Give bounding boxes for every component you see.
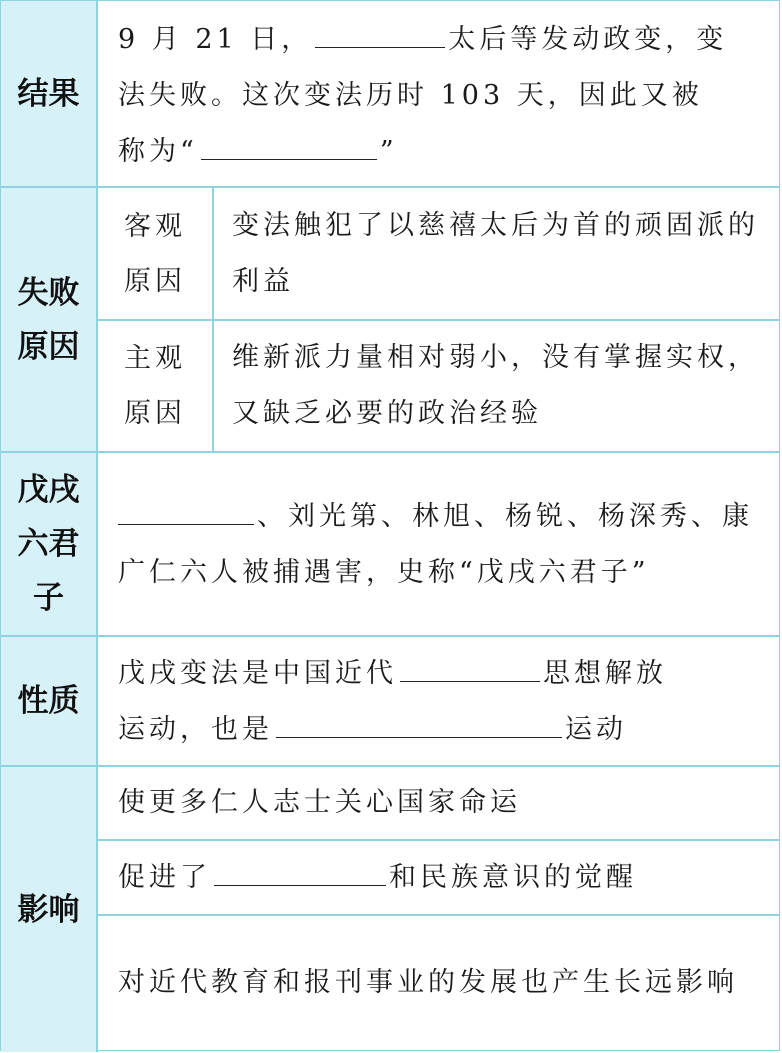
row-influence	[1, 767, 779, 1052]
label-failure-reasons: 失败 原因	[1, 188, 98, 451]
objective-label: 客观 原因	[98, 188, 214, 319]
label-nature: 性质	[1, 637, 98, 765]
influence-content	[98, 767, 779, 1052]
result-content	[98, 1, 779, 186]
influence-item-3: 对近代教育和报刊事业的发展也产生长远影响	[118, 967, 738, 998]
result-line-1: 9 月 21 日， 太后等发动政变，变	[118, 12, 765, 68]
failure-content	[98, 188, 779, 451]
answer-blank[interactable]	[214, 855, 386, 886]
result-line-3: 称为“ ”	[118, 124, 765, 180]
row-result	[1, 1, 779, 188]
objective-text: 变法触犯了以慈禧太后为首的顽固派的利益	[232, 209, 759, 297]
answer-blank[interactable]	[276, 707, 562, 738]
row-nature	[1, 637, 779, 767]
subjective-label: 主观 原因	[98, 321, 214, 451]
influence-item-1: 使更多仁人志士关心国家命运	[98, 767, 779, 841]
influence-item-2: 促进了 和民族意识的觉醒	[98, 841, 779, 916]
nature-line-2: 运动，也是 运动	[118, 702, 765, 758]
subjective-reason	[98, 321, 779, 451]
six-gentlemen-line-2: 广仁六人被捕遇害，史称“戊戌六君子”	[118, 557, 650, 588]
label-six-gentlemen: 戊戌 六君 子	[1, 453, 98, 635]
result-line-2: 法失败。这次变法历时 103 天，因此又被	[118, 80, 703, 111]
subjective-text: 维新派力量相对弱小，没有掌握实权，又缺乏必要的政治经验	[232, 342, 759, 429]
nature-content	[98, 637, 779, 765]
answer-blank[interactable]	[315, 17, 445, 48]
row-failure-reasons	[1, 188, 779, 453]
nature-line-1: 戊戌变法是中国近代 思想解放	[118, 646, 765, 702]
objective-reason	[98, 188, 779, 321]
row-six-gentlemen	[1, 453, 779, 637]
answer-blank[interactable]	[118, 494, 254, 525]
answer-blank[interactable]	[400, 651, 540, 682]
six-gentlemen-line-1: 、刘光第、林旭、杨锐、杨深秀、康	[118, 489, 765, 545]
label-result: 结果	[1, 1, 98, 186]
answer-blank[interactable]	[201, 129, 377, 160]
six-gentlemen-content	[98, 453, 779, 635]
label-influence: 影响	[1, 767, 98, 1052]
